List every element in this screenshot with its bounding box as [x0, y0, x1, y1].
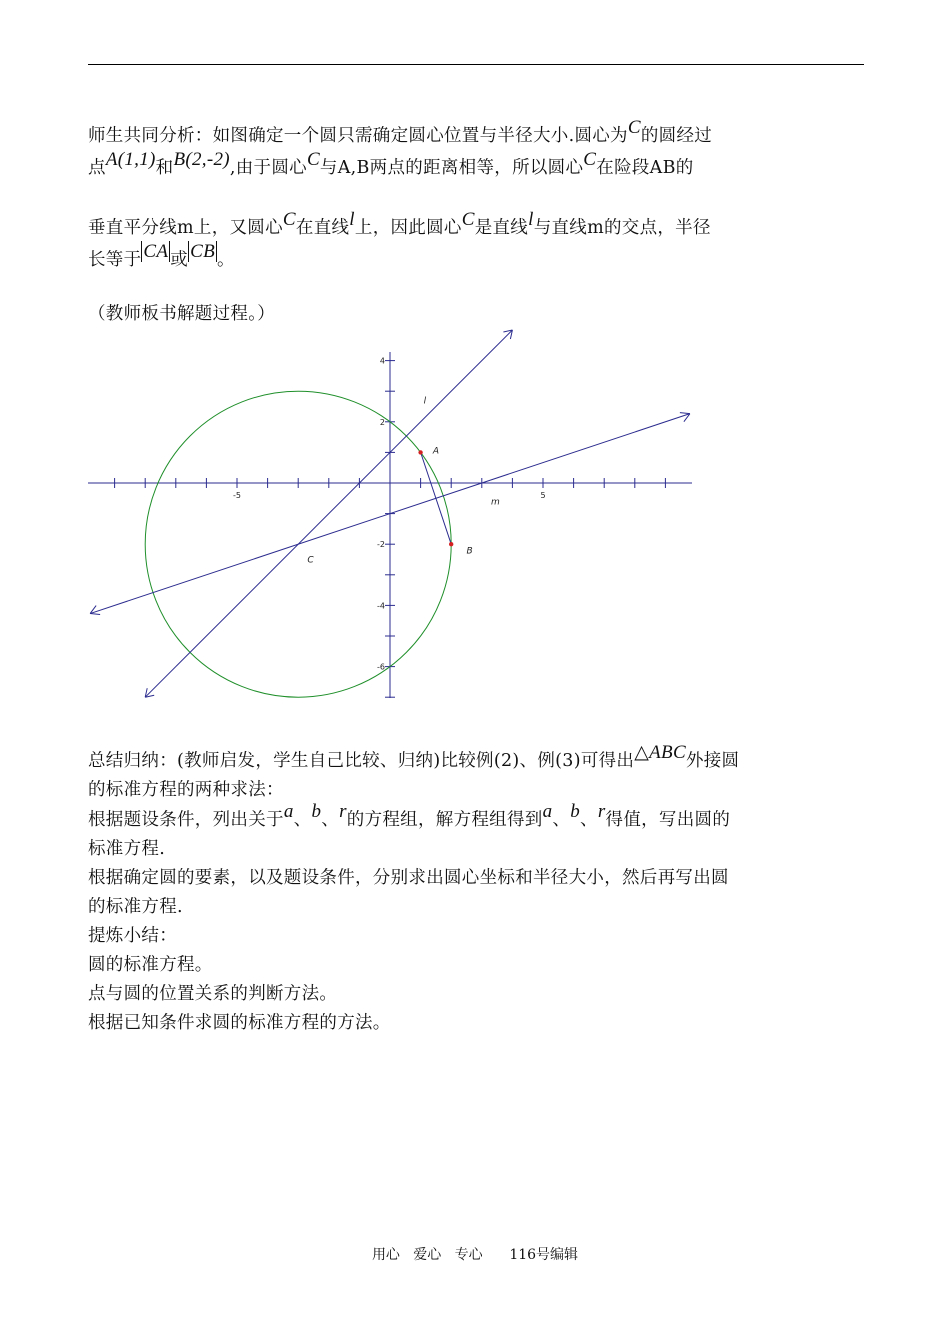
analysis-text: 或 [170, 250, 189, 270]
geometry-figure [86, 324, 698, 706]
math-C: C [306, 149, 320, 170]
summary-sep: 、 [580, 810, 598, 830]
header-rule [88, 64, 864, 65]
summary-sep: 、 [552, 810, 571, 830]
y-tick-label: 2 [379, 417, 385, 427]
analysis-text: 是直线 [474, 218, 529, 238]
summary-line-2: 的标准方程的两种求法： [88, 780, 284, 800]
summary-line-1 [88, 742, 864, 776]
summary-sep: 、 [321, 810, 340, 830]
analysis-text: 上，因此圆心 [354, 218, 462, 238]
y-tick-label: -6 [377, 662, 385, 672]
summary-line-4: 标准方程. [88, 839, 166, 859]
point-B [449, 542, 453, 546]
summary-text: 得值，写出圆的 [605, 810, 731, 830]
math-C: C [461, 209, 475, 230]
math-triangle-ABC: △ABC [634, 742, 686, 763]
analysis-text: ,由于圆心 [229, 158, 307, 178]
page-footer: 用心 爱心 专心 116号编辑 [371, 1247, 579, 1263]
analysis-text: 点 [88, 158, 106, 178]
math-l: l [349, 209, 355, 230]
x-tick-label: -5 [233, 491, 241, 500]
y-tick-label: -4 [377, 601, 385, 611]
analysis-text: 与A,B两点的距离相等，所以圆心 [319, 158, 584, 178]
math-r: r [597, 801, 606, 822]
math-abs-CB: CB [190, 241, 215, 262]
analysis-text: 在险段AB的 [596, 158, 694, 178]
summary-line-3 [88, 801, 864, 835]
analysis-line-3 [88, 209, 864, 244]
point-A [418, 450, 422, 454]
math-point-B: B(2,-2) [173, 149, 230, 170]
math-C: C [583, 149, 597, 170]
analysis-text: 垂直平分线m上，又圆心 [88, 218, 283, 238]
math-C: C [282, 209, 296, 230]
math-C: C [627, 117, 641, 138]
analysis-text: 在直线 [295, 218, 350, 238]
summary-line-8: 圆的标准方程。 [88, 955, 213, 975]
summary-text: 的方程组，解方程组得到 [346, 810, 543, 830]
summary-text: 根据题设条件，列出关于 [88, 810, 284, 830]
summary-text: 总结归纳：(教师启发，学生自己比较、归纳)比较例(2)、例(3)可得出 [88, 751, 635, 771]
analysis-line-4 [88, 241, 864, 276]
analysis-text: 师生共同分析：如图确定一个圆只需确定圆心位置与半径大小.圆心为 [88, 126, 628, 146]
label-C: C [307, 555, 314, 566]
analysis-paragraph [88, 117, 864, 184]
summary-sep: 、 [293, 810, 312, 830]
summary-paragraph [88, 742, 864, 1038]
summary-text: 外接圆 [685, 751, 740, 771]
summary-line-6: 的标准方程. [88, 897, 183, 917]
y-tick-label: -2 [377, 540, 385, 550]
y-tick-label: 4 [379, 356, 385, 366]
math-a: a [283, 801, 294, 822]
analysis-text: 。 [217, 250, 235, 270]
summary-line-5: 根据确定圆的要素，以及题设条件，分别求出圆心坐标和半径大小，然后再写出圆 [88, 868, 729, 888]
math-abs-CA: CA [143, 241, 169, 262]
math-r: r [339, 801, 347, 822]
teacher-note-text: （教师板书解题过程。） [88, 304, 276, 324]
line-m-arrow-end [680, 413, 690, 422]
label-A: A [432, 446, 440, 457]
summary-line-7: 提炼小结： [88, 926, 177, 946]
math-a: a [542, 801, 553, 822]
analysis-text: 长等于 [88, 250, 142, 270]
math-b: b [311, 801, 322, 822]
figure-content [88, 330, 692, 698]
analysis-line-1 [88, 117, 864, 152]
x-tick-label: 5 [540, 491, 546, 500]
label-B: B [466, 546, 473, 557]
analysis-line-2 [88, 149, 864, 184]
segment-AB [421, 452, 452, 544]
label-l: l [423, 396, 427, 407]
label-m: m [490, 497, 500, 508]
analysis-text: 与直线m的交点，半径 [533, 218, 711, 238]
math-point-A: A(1,1) [105, 149, 156, 170]
summary-line-9: 点与圆的位置关系的判断方法。 [88, 984, 338, 1004]
line-m-arrow-start [90, 606, 100, 615]
math-b: b [570, 801, 581, 822]
analysis-text: 和 [155, 158, 174, 178]
math-l: l [528, 209, 534, 230]
summary-line-10: 根据已知条件求圆的标准方程的方法。 [88, 1013, 391, 1033]
analysis-text: 的圆经过 [640, 126, 713, 146]
line-l [145, 330, 512, 697]
analysis-paragraph-2 [88, 209, 864, 276]
